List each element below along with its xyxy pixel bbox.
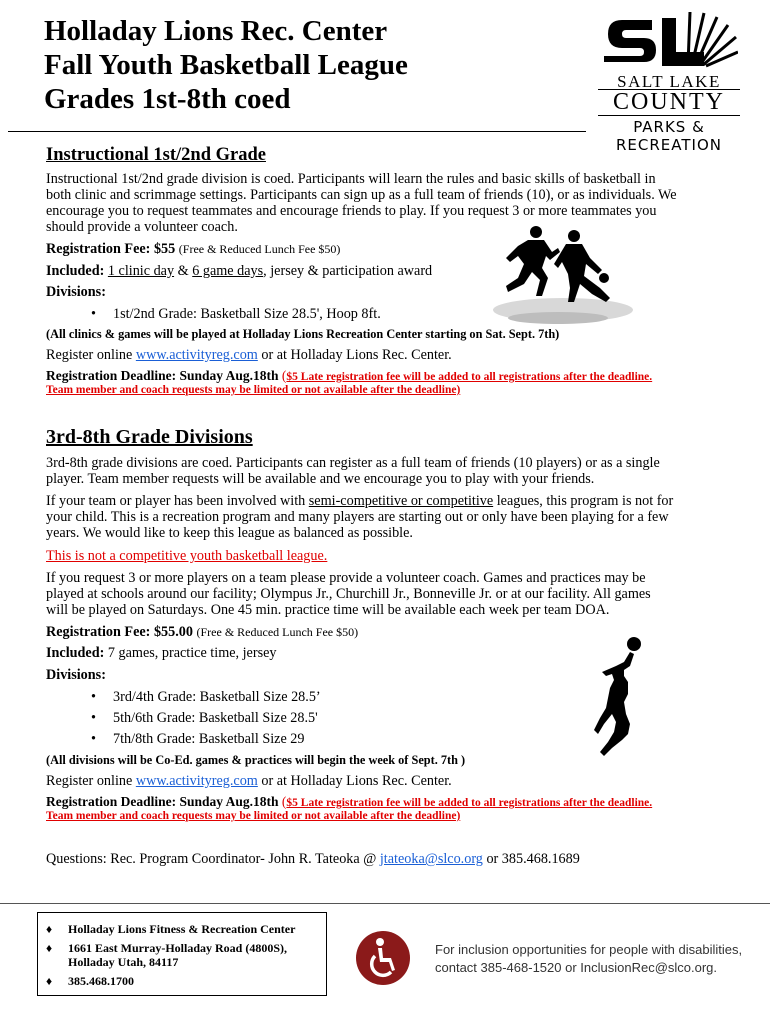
questions-email-link[interactable]: jtateoka@slco.org bbox=[379, 851, 483, 867]
section1-desc-line: encourage you to request teammates and encourage friends to play. If you request 3 or more teammates you bbox=[46, 203, 657, 219]
title-line-2: Fall Youth Basketball League bbox=[44, 49, 408, 81]
section1-fee-label: Registration Fee: $55 bbox=[46, 241, 176, 257]
section2-register bbox=[46, 773, 452, 789]
section1-divisions-label: Divisions: bbox=[46, 284, 106, 300]
questions-pre: Questions: Rec. Program Coordinator- John R. Tateoka @ bbox=[46, 851, 380, 867]
section1-desc-line: Instructional 1st/2nd grade division is coed. Participants will learn the rules and basic skills of basketball in bbox=[46, 171, 656, 187]
title-line-3: Grades 1st-8th coed bbox=[44, 83, 291, 115]
section2-fee-note: (Free & Reduced Lunch Fee $50) bbox=[196, 625, 359, 639]
section2-register-link[interactable]: www.activityreg.com bbox=[135, 773, 258, 789]
section2-p2-pre: If your team or player has been involved with bbox=[46, 493, 309, 509]
section2-divisions-label: Divisions: bbox=[46, 667, 106, 683]
section2-intro-line: player. Team member requests will be available and we encourage you to play with your friends. bbox=[46, 471, 595, 487]
section1-amp: & bbox=[174, 263, 193, 279]
section2-competitive-term: semi-competitive or competitive bbox=[308, 493, 494, 509]
section2-fee bbox=[46, 624, 358, 640]
section2-fee-label: Registration Fee: $55.00 bbox=[46, 624, 193, 640]
questions-post: or 385.468.1689 bbox=[482, 851, 580, 867]
section2-heading: 3rd-8th Grade Divisions bbox=[46, 426, 253, 448]
section2-register-pre: Register online bbox=[46, 773, 136, 789]
section1-register-link[interactable]: www.activityreg.com bbox=[135, 347, 258, 363]
section2-p3-line: If you request 3 or more players on a team please provide a volunteer coach. Games and practices may be bbox=[46, 570, 646, 586]
section1-late-note: Team member and coach requests may be limited or not available after the deadline) bbox=[46, 384, 461, 396]
section2-deadline-label: Registration Deadline: Sunday Aug.18th bbox=[46, 794, 279, 809]
section2-register-post: or at Holladay Lions Rec. Center. bbox=[257, 773, 452, 789]
diamond-bullet-icon: ♦ bbox=[46, 941, 53, 955]
facility-name: Holladay Lions Fitness & Recreation Center bbox=[68, 922, 296, 936]
section2-included bbox=[46, 645, 277, 661]
dunking-player-icon bbox=[590, 636, 646, 760]
section2-late-fee: $5 Late registration fee will be added to all registrations after the deadline. bbox=[286, 797, 653, 809]
facility-address-line: Holladay Utah, 84117 bbox=[68, 955, 179, 969]
title-line-1: Holladay Lions Rec. Center bbox=[44, 15, 388, 47]
section1-deadline-label: Registration Deadline: Sunday Aug.18th bbox=[46, 368, 279, 383]
wheelchair-icon bbox=[355, 930, 411, 986]
section2-warning: This is not a competitive youth basketball league. bbox=[46, 548, 328, 564]
inclusion-line: For inclusion opportunities for people with disabilities, bbox=[435, 942, 743, 957]
section1-desc-line: both clinic and scrimmage settings. Participants can sign up as a full team of friends (10), or as individuals. We bbox=[46, 187, 677, 203]
section2-competitive-note bbox=[46, 493, 746, 541]
section2-p2-post: leagues, this program is not for bbox=[493, 493, 674, 509]
section1-included-rest: , jersey & participation award bbox=[263, 263, 433, 279]
section1-register bbox=[46, 347, 452, 363]
section1-clinic-day: 1 clinic day bbox=[107, 263, 175, 279]
section2-included-rest: 7 games, practice time, jersey bbox=[104, 645, 277, 661]
section1-heading: Instructional 1st/2nd Grade bbox=[46, 145, 266, 165]
questions-line bbox=[46, 851, 580, 867]
section2-deadline-paren: ( bbox=[278, 794, 287, 809]
basketball-players-icon bbox=[488, 222, 638, 326]
sl-logo-mark-icon bbox=[600, 10, 738, 70]
diamond-bullet-icon: ♦ bbox=[46, 922, 53, 936]
section2-p2-line: years. We would like to keep this league as balanced as possible. bbox=[46, 525, 413, 541]
section1-deadline-paren: ( bbox=[278, 368, 287, 383]
diamond-bullet-icon: ♦ bbox=[46, 974, 53, 988]
facility-info-box bbox=[37, 912, 327, 996]
section2-p3-line: played at schools around our facility; Olympus Jr., Churchill Jr., Bonneville Jr. or at our facility. All games bbox=[46, 586, 651, 602]
section2-intro-line: 3rd-8th grade divisions are coed. Participants can register as a full team of friends (10 players) or as a single bbox=[46, 455, 660, 471]
section2-late-note: Team member and coach requests may be limited or not available after the deadline) bbox=[46, 810, 461, 822]
facility-address-line: 1661 East Murray-Holladay Road (4800S), bbox=[68, 941, 287, 955]
inclusion-notice bbox=[435, 941, 755, 977]
section2-included-label: Included: bbox=[46, 645, 105, 661]
section2-p2-line: your child. This is a recreation program and many players are starting out or only have been playing for a few bbox=[46, 509, 669, 525]
section2-schedule bbox=[46, 570, 746, 618]
logo-parks: PARKS & bbox=[633, 118, 705, 136]
section1-included bbox=[46, 263, 432, 279]
facility-phone: 385.468.1700 bbox=[68, 974, 134, 988]
section1-register-post: or at Holladay Lions Rec. Center. bbox=[257, 347, 452, 363]
footer-divider bbox=[0, 903, 770, 904]
section1-register-pre: Register online bbox=[46, 347, 136, 363]
section1-desc-line: should provide a volunteer coach. bbox=[46, 219, 238, 235]
section1-deadline bbox=[46, 369, 746, 397]
facility-address bbox=[68, 941, 318, 969]
section1-fee bbox=[46, 241, 340, 257]
section1-clinic-note: (All clinics & games will be played at Holladay Lions Recreation Center starting on Sat. Sept. 7th) bbox=[46, 327, 560, 341]
section1-included-label: Included: bbox=[46, 263, 105, 279]
logo-recreation: RECREATION bbox=[616, 136, 722, 154]
section2-division-item: • 5th/6th Grade: Basketball Size 28.5' bbox=[113, 710, 318, 727]
section2-division-item: • 7th/8th Grade: Basketball Size 29 bbox=[113, 731, 305, 748]
section2-division-item: • 3rd/4th Grade: Basketball Size 28.5’ bbox=[113, 689, 321, 706]
section2-deadline bbox=[46, 795, 746, 823]
section2-p3-line: will be played on Saturdays. One 45 min. practice time will be available each week per team DOA. bbox=[46, 602, 610, 618]
section1-game-days: 6 game days bbox=[192, 263, 264, 279]
county-logo bbox=[598, 10, 740, 154]
section2-intro bbox=[46, 455, 746, 487]
section1-late-fee: $5 Late registration fee will be added to all registrations after the deadline. bbox=[286, 371, 653, 383]
logo-county: COUNTY bbox=[613, 89, 725, 115]
header-divider bbox=[8, 131, 586, 132]
page-title bbox=[44, 14, 408, 116]
inclusion-line: contact 385-468-1520 or InclusionRec@slco.org. bbox=[435, 960, 718, 975]
section1-fee-note: (Free & Reduced Lunch Fee $50) bbox=[178, 242, 341, 256]
logo-salt-lake: SALT LAKE bbox=[617, 72, 721, 91]
section1-division-item: • 1st/2nd Grade: Basketball Size 28.5', Hoop 8ft. bbox=[113, 306, 381, 323]
section2-coed-note: (All divisions will be Co-Ed. games & practices will begin the week of Sept. 7th ) bbox=[46, 753, 466, 767]
logo-divider-2 bbox=[598, 115, 740, 116]
